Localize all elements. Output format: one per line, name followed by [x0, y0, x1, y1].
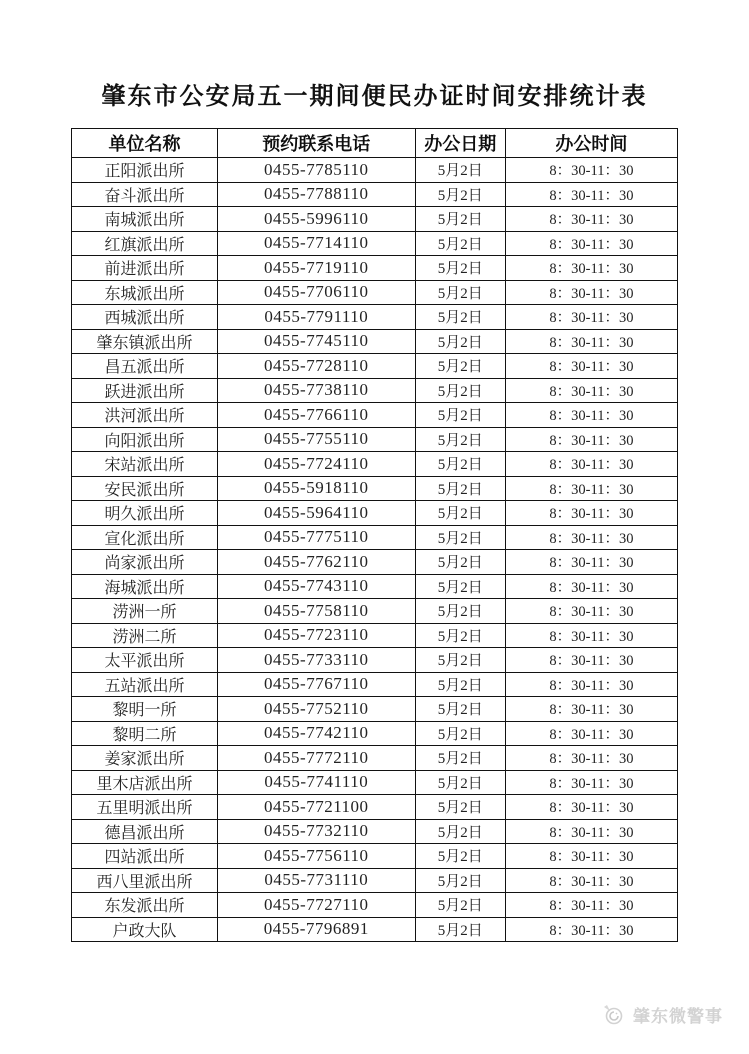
table-row — [72, 354, 678, 379]
schedule-table-container — [71, 128, 678, 942]
unit-name-cell: 涝洲一所 — [72, 599, 218, 624]
phone-cell: 0455-5964110 — [218, 501, 416, 526]
time-cell: 8：30-11：30 — [505, 256, 677, 281]
table-row — [72, 476, 678, 501]
time-cell: 8：30-11：30 — [505, 697, 677, 722]
time-cell: 8：30-11：30 — [505, 403, 677, 428]
table-row — [72, 599, 678, 624]
phone-cell: 0455-7796891 — [218, 917, 416, 942]
phone-cell: 0455-7791110 — [218, 305, 416, 330]
unit-name-cell: 正阳派出所 — [72, 158, 218, 183]
unit-name-cell: 跃进派出所 — [72, 378, 218, 403]
date-cell: 5月2日 — [415, 672, 505, 697]
phone-cell: 0455-7723110 — [218, 623, 416, 648]
unit-name-cell: 西八里派出所 — [72, 868, 218, 893]
date-cell: 5月2日 — [415, 182, 505, 207]
time-cell: 8：30-11：30 — [505, 525, 677, 550]
time-cell: 8：30-11：30 — [505, 427, 677, 452]
table-row — [72, 844, 678, 869]
time-cell: 8：30-11：30 — [505, 378, 677, 403]
table-row — [72, 623, 678, 648]
date-cell: 5月2日 — [415, 207, 505, 232]
time-cell: 8：30-11：30 — [505, 868, 677, 893]
date-cell: 5月2日 — [415, 893, 505, 918]
phone-cell: 0455-7756110 — [218, 844, 416, 869]
phone-cell: 0455-7714110 — [218, 231, 416, 256]
page-title: 肇东市公安局五一期间便民办证时间安排统计表 — [101, 84, 648, 110]
date-cell: 5月2日 — [415, 550, 505, 575]
date-cell: 5月2日 — [415, 770, 505, 795]
date-cell: 5月2日 — [415, 158, 505, 183]
table-header-row — [72, 129, 678, 158]
date-cell: 5月2日 — [415, 746, 505, 771]
watermark — [601, 1002, 723, 1027]
table-row — [72, 550, 678, 575]
date-cell: 5月2日 — [415, 231, 505, 256]
date-cell: 5月2日 — [415, 427, 505, 452]
time-cell: 8：30-11：30 — [505, 329, 677, 354]
unit-name-cell: 海城派出所 — [72, 574, 218, 599]
table-row — [72, 256, 678, 281]
date-cell: 5月2日 — [415, 501, 505, 526]
phone-cell: 0455-7727110 — [218, 893, 416, 918]
phone-cell: 0455-7745110 — [218, 329, 416, 354]
phone-cell: 0455-7732110 — [218, 819, 416, 844]
table-row — [72, 893, 678, 918]
phone-cell: 0455-7788110 — [218, 182, 416, 207]
watermark-text: 肇东微警事 — [633, 1007, 723, 1026]
time-cell: 8：30-11：30 — [505, 501, 677, 526]
phone-cell: 0455-7724110 — [218, 452, 416, 477]
time-cell: 8：30-11：30 — [505, 917, 677, 942]
date-cell: 5月2日 — [415, 721, 505, 746]
time-cell: 8：30-11：30 — [505, 623, 677, 648]
phone-cell: 0455-5918110 — [218, 476, 416, 501]
table-row — [72, 648, 678, 673]
phone-cell: 0455-7731110 — [218, 868, 416, 893]
phone-cell: 0455-7755110 — [218, 427, 416, 452]
table-row — [72, 868, 678, 893]
unit-name-cell: 里木店派出所 — [72, 770, 218, 795]
bird-logo-icon — [601, 1003, 627, 1027]
time-cell: 8：30-11：30 — [505, 354, 677, 379]
phone-cell: 0455-7742110 — [218, 721, 416, 746]
unit-name-cell: 昌五派出所 — [72, 354, 218, 379]
time-cell: 8：30-11：30 — [505, 280, 677, 305]
time-cell: 8：30-11：30 — [505, 550, 677, 575]
phone-cell: 0455-7719110 — [218, 256, 416, 281]
unit-name-cell: 肇东镇派出所 — [72, 329, 218, 354]
date-cell: 5月2日 — [415, 378, 505, 403]
time-cell: 8：30-11：30 — [505, 207, 677, 232]
time-cell: 8：30-11：30 — [505, 599, 677, 624]
table-row — [72, 917, 678, 942]
unit-name-cell: 太平派出所 — [72, 648, 218, 673]
phone-cell: 0455-7772110 — [218, 746, 416, 771]
phone-cell: 0455-7733110 — [218, 648, 416, 673]
date-cell: 5月2日 — [415, 280, 505, 305]
unit-name-cell: 户政大队 — [72, 917, 218, 942]
phone-cell: 0455-7706110 — [218, 280, 416, 305]
date-cell: 5月2日 — [415, 868, 505, 893]
table-row — [72, 280, 678, 305]
date-cell: 5月2日 — [415, 844, 505, 869]
date-cell: 5月2日 — [415, 305, 505, 330]
date-cell: 5月2日 — [415, 819, 505, 844]
phone-cell: 0455-7741110 — [218, 770, 416, 795]
date-cell: 5月2日 — [415, 795, 505, 820]
time-cell: 8：30-11：30 — [505, 746, 677, 771]
table-row — [72, 697, 678, 722]
phone-cell: 0455-7738110 — [218, 378, 416, 403]
table-row — [72, 452, 678, 477]
date-cell: 5月2日 — [415, 354, 505, 379]
phone-cell: 0455-7728110 — [218, 354, 416, 379]
unit-name-cell: 四站派出所 — [72, 844, 218, 869]
time-cell: 8：30-11：30 — [505, 574, 677, 599]
unit-name-cell: 向阳派出所 — [72, 427, 218, 452]
table-row — [72, 574, 678, 599]
table-body — [72, 158, 678, 942]
table-row — [72, 525, 678, 550]
table-row — [72, 403, 678, 428]
table-row — [72, 207, 678, 232]
unit-name-cell: 明久派出所 — [72, 501, 218, 526]
time-cell: 8：30-11：30 — [505, 893, 677, 918]
unit-name-cell: 红旗派出所 — [72, 231, 218, 256]
table-row — [72, 770, 678, 795]
time-cell: 8：30-11：30 — [505, 452, 677, 477]
phone-cell: 0455-7775110 — [218, 525, 416, 550]
unit-name-cell: 姜家派出所 — [72, 746, 218, 771]
table-row — [72, 427, 678, 452]
date-cell: 5月2日 — [415, 452, 505, 477]
unit-name-cell: 南城派出所 — [72, 207, 218, 232]
unit-name-cell: 德昌派出所 — [72, 819, 218, 844]
date-cell: 5月2日 — [415, 525, 505, 550]
time-cell: 8：30-11：30 — [505, 819, 677, 844]
time-cell: 8：30-11：30 — [505, 770, 677, 795]
date-cell: 5月2日 — [415, 476, 505, 501]
date-cell: 5月2日 — [415, 917, 505, 942]
phone-cell: 0455-7767110 — [218, 672, 416, 697]
unit-name-cell: 五里明派出所 — [72, 795, 218, 820]
unit-name-cell: 黎明二所 — [72, 721, 218, 746]
phone-cell: 0455-5996110 — [218, 207, 416, 232]
table-row — [72, 378, 678, 403]
time-cell: 8：30-11：30 — [505, 158, 677, 183]
table-row — [72, 795, 678, 820]
table-row — [72, 231, 678, 256]
date-cell: 5月2日 — [415, 329, 505, 354]
time-cell: 8：30-11：30 — [505, 305, 677, 330]
time-cell: 8：30-11：30 — [505, 672, 677, 697]
header-phone: 预约联系电话 — [218, 129, 416, 158]
table-row — [72, 182, 678, 207]
time-cell: 8：30-11：30 — [505, 721, 677, 746]
phone-cell: 0455-7758110 — [218, 599, 416, 624]
phone-cell: 0455-7721100 — [218, 795, 416, 820]
unit-name-cell: 奋斗派出所 — [72, 182, 218, 207]
unit-name-cell: 尚家派出所 — [72, 550, 218, 575]
unit-name-cell: 西城派出所 — [72, 305, 218, 330]
time-cell: 8：30-11：30 — [505, 844, 677, 869]
date-cell: 5月2日 — [415, 697, 505, 722]
phone-cell: 0455-7762110 — [218, 550, 416, 575]
phone-cell: 0455-7743110 — [218, 574, 416, 599]
phone-cell: 0455-7752110 — [218, 697, 416, 722]
date-cell: 5月2日 — [415, 599, 505, 624]
date-cell: 5月2日 — [415, 256, 505, 281]
table-row — [72, 819, 678, 844]
time-cell: 8：30-11：30 — [505, 476, 677, 501]
unit-name-cell: 安民派出所 — [72, 476, 218, 501]
table-row — [72, 672, 678, 697]
time-cell: 8：30-11：30 — [505, 648, 677, 673]
unit-name-cell: 涝洲二所 — [72, 623, 218, 648]
unit-name-cell: 宣化派出所 — [72, 525, 218, 550]
unit-name-cell: 东发派出所 — [72, 893, 218, 918]
date-cell: 5月2日 — [415, 574, 505, 599]
table-row — [72, 158, 678, 183]
header-date: 办公日期 — [415, 129, 505, 158]
table-row — [72, 746, 678, 771]
unit-name-cell: 洪河派出所 — [72, 403, 218, 428]
time-cell: 8：30-11：30 — [505, 795, 677, 820]
unit-name-cell: 五站派出所 — [72, 672, 218, 697]
unit-name-cell: 宋站派出所 — [72, 452, 218, 477]
table-row — [72, 305, 678, 330]
phone-cell: 0455-7785110 — [218, 158, 416, 183]
phone-cell: 0455-7766110 — [218, 403, 416, 428]
header-unit-name: 单位名称 — [72, 129, 218, 158]
time-cell: 8：30-11：30 — [505, 182, 677, 207]
unit-name-cell: 东城派出所 — [72, 280, 218, 305]
date-cell: 5月2日 — [415, 648, 505, 673]
table-row — [72, 329, 678, 354]
table-row — [72, 501, 678, 526]
date-cell: 5月2日 — [415, 403, 505, 428]
schedule-table — [71, 128, 678, 942]
header-time: 办公时间 — [505, 129, 677, 158]
time-cell: 8：30-11：30 — [505, 231, 677, 256]
table-row — [72, 721, 678, 746]
unit-name-cell: 前进派出所 — [72, 256, 218, 281]
date-cell: 5月2日 — [415, 623, 505, 648]
unit-name-cell: 黎明一所 — [72, 697, 218, 722]
